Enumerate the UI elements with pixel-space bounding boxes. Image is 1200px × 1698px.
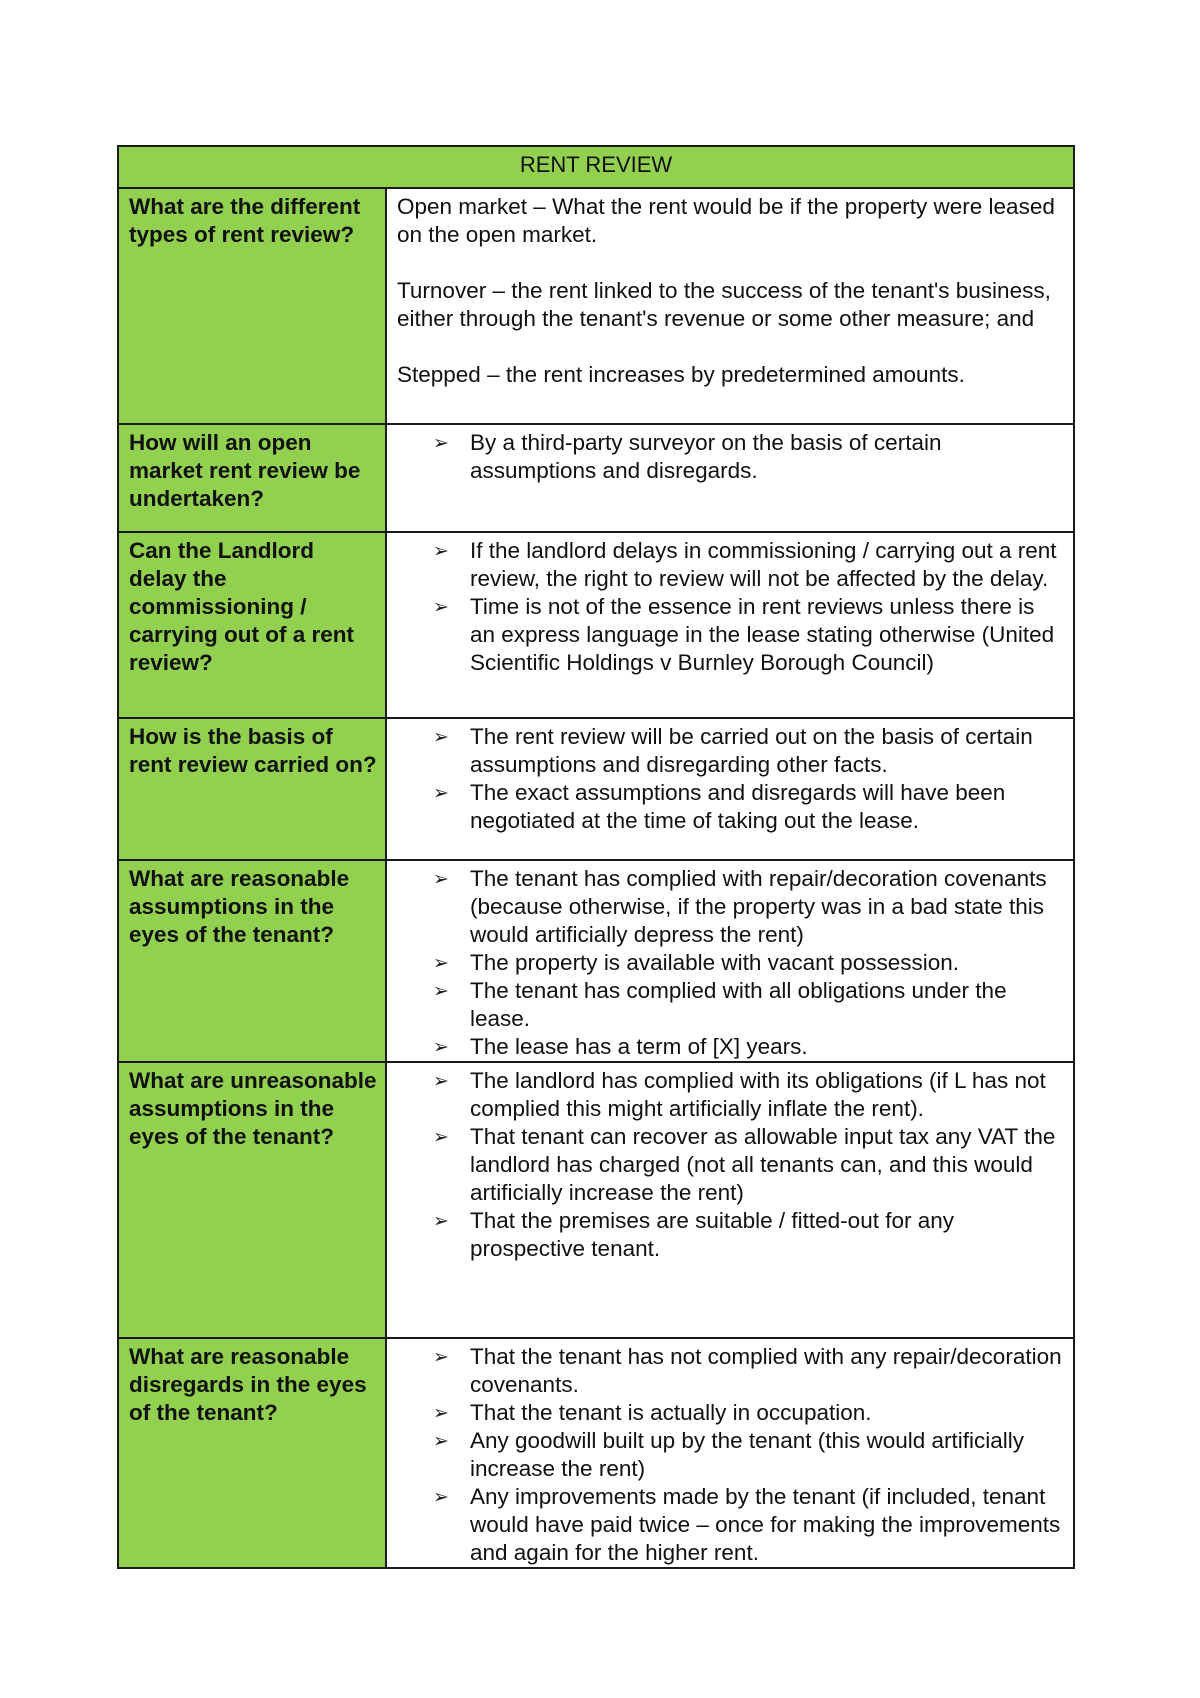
table-row [118, 718, 1074, 860]
table-row [118, 424, 1074, 532]
answer-cell [386, 1338, 1074, 1568]
list-item: ➢ That the tenant is actually in occupation. [470, 1399, 1065, 1427]
list-item: ➢ The rent review will be carried out on the basis of certain assumptions and disregarding other facts. [470, 723, 1065, 779]
list-item: ➢ That the tenant has not complied with any repair/decoration covenants. [470, 1343, 1065, 1399]
table-title: RENT REVIEW [118, 146, 1074, 188]
answer-paragraph: Stepped – the rent increases by predetermined amounts. [397, 362, 965, 387]
answer-cell [386, 1062, 1074, 1338]
answer-cell [386, 424, 1074, 532]
list-item: ➢ The landlord has complied with its obligations (if L has not complied this might artificially inflate the rent). [470, 1067, 1065, 1123]
list-item: ➢ The lease has a term of [X] years. [470, 1033, 1065, 1061]
list-item: ➢ That tenant can recover as allowable input tax any VAT the landlord has charged (not all tenants can, and this would artificially increase the rent) [470, 1123, 1065, 1207]
question-cell: Can the Landlord delay the commissioning / carrying out of a rent review? [118, 532, 386, 718]
list-item: ➢ Any improvements made by the tenant (if included, tenant would have paid twice – once for making the improvements and again for the higher rent. [470, 1483, 1065, 1567]
answer-bullet-list [397, 429, 1065, 485]
answer-cell [386, 860, 1074, 1062]
question-cell: What are reasonable disregards in the eyes of the tenant? [118, 1338, 386, 1568]
answer-bullet-list [397, 865, 1065, 1061]
answer-paragraph: Open market – What the rent would be if the property were leased on the open market. [397, 194, 1055, 247]
list-item: ➢ The exact assumptions and disregards will have been negotiated at the time of taking out the lease. [470, 779, 1065, 835]
list-item: ➢ Time is not of the essence in rent reviews unless there is an express language in the lease stating otherwise (United Scientific Holdings v Burnley Borough Council) [470, 593, 1065, 677]
answer-bullet-list [397, 1067, 1065, 1263]
table-row [118, 532, 1074, 718]
list-item: ➢ The tenant has complied with all obligations under the lease. [470, 977, 1065, 1033]
question-cell: What are unreasonable assumptions in the eyes of the tenant? [118, 1062, 386, 1338]
list-item: ➢ If the landlord delays in commissioning / carrying out a rent review, the right to review will not be affected by the delay. [470, 537, 1065, 593]
list-item: ➢ Any goodwill built up by the tenant (this would artificially increase the rent) [470, 1427, 1065, 1483]
table-row [118, 188, 1074, 424]
table-row [118, 1062, 1074, 1338]
question-cell: How is the basis of rent review carried on? [118, 718, 386, 860]
answer-bullet-list [397, 537, 1065, 677]
answer-bullet-list [397, 1343, 1065, 1567]
answer-cell [386, 718, 1074, 860]
answer-paragraph: Turnover – the rent linked to the success of the tenant's business, either through the tenant's revenue or some other measure; and [397, 278, 1051, 331]
list-item: ➢ The tenant has complied with repair/decoration covenants (because otherwise, if the property was in a bad state this would artificially depress the rent) [470, 865, 1065, 949]
question-cell: What are reasonable assumptions in the eyes of the tenant? [118, 860, 386, 1062]
answer-bullet-list [397, 723, 1065, 835]
answer-cell [386, 532, 1074, 718]
rent-review-table [117, 145, 1075, 1569]
table-row [118, 860, 1074, 1062]
list-item: ➢ The property is available with vacant possession. [470, 949, 1065, 977]
question-cell: What are the different types of rent review? [118, 188, 386, 424]
question-cell: How will an open market rent review be undertaken? [118, 424, 386, 532]
answer-cell [386, 188, 1074, 424]
title-row [118, 146, 1074, 188]
list-item: ➢ That the premises are suitable / fitted-out for any prospective tenant. [470, 1207, 1065, 1263]
list-item: ➢ By a third-party surveyor on the basis of certain assumptions and disregards. [470, 429, 1065, 485]
table-row [118, 1338, 1074, 1568]
